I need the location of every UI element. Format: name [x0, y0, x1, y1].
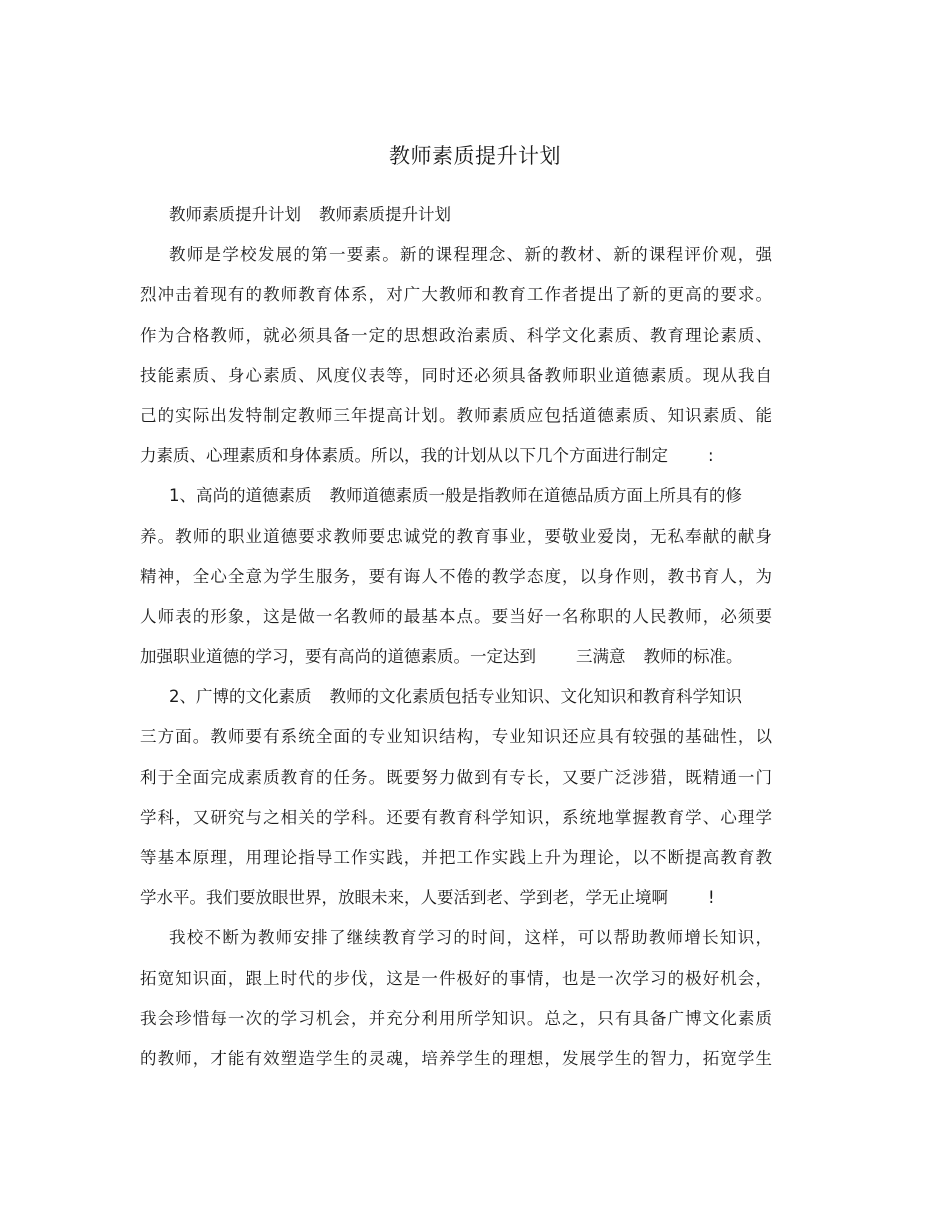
subtitle-part-2: 教师素质提升计划: [319, 205, 451, 224]
paragraph-line: 我会珍惜每一次的学习机会，并充分利用所学知识。总之，只有具备广博文化素质: [140, 1008, 772, 1028]
paragraph-line: 己的实际出发特制定教师三年提高计划。教师素质应包括道德素质、知识素质、能: [140, 405, 772, 425]
paragraph-line: 养。教师的职业道德要求教师要忠诚党的教育事业，要敬业爱岗，无私奉献的献身: [140, 526, 772, 546]
paragraph-line: [140, 878, 772, 918]
paragraph-line: 拓宽知识面，跟上时代的步伐，这是一件极好的事情，也是一次学习的极好机会，: [140, 968, 772, 988]
paragraph-line: 精神，全心全意为学生服务，要有诲人不倦的教学态度，以身作则，教书育人，为: [140, 566, 772, 586]
paragraph-text: 加强职业道德的学习，要有高尚的道德素质。一定达到: [140, 647, 536, 667]
section-heading-line: [140, 677, 772, 717]
paragraph-line: 作为合格教师，就必须具备一定的思想政治素质、科学文化素质、教育理论素质、: [140, 325, 772, 345]
paragraph-line: 三方面。教师要有系统全面的专业知识结构，专业知识还应具有较强的基础性，以: [140, 727, 772, 747]
section-2-heading: 2、广博的文化素质: [169, 687, 312, 707]
paragraph-exclamation: !: [708, 888, 715, 908]
section-1-heading: 1、高尚的道德素质: [169, 486, 312, 506]
paragraph-line: [140, 436, 772, 476]
paragraph-line: [140, 637, 772, 677]
paragraph-quote: 三满意: [576, 647, 626, 667]
paragraph-line: 我校不断为教师安排了继续教育学习的时间，这样，可以帮助教师增长知识，: [169, 928, 772, 948]
section-heading-line: [140, 476, 772, 516]
section-2-text: 教师的文化素质包括专业知识、文化知识和教育科学知识: [329, 687, 742, 707]
paragraph-line: 学科，又研究与之相关的学科。还要有教育科学知识，系统地掌握教育学、心理学: [140, 807, 772, 827]
document-title: 教师素质提升计划: [389, 144, 561, 168]
paragraph-line: 等基本原理，用理论指导工作实践，并把工作实践上升为理论，以不断提高教育教: [140, 848, 772, 867]
section-1-text: 教师道德素质一般是指教师在道德品质方面上所具有的修: [329, 486, 742, 506]
paragraph-line: 技能素质、身心素质、风度仪表等，同时还必须具备教师职业道德素质。现从我自: [140, 365, 772, 385]
paragraph-text: 教师的标准。: [643, 647, 743, 667]
paragraph-text: 力素质、心理素质和身体素质。所以，我的计划从以下几个方面进行制定: [140, 446, 668, 466]
document-body: [140, 195, 772, 1079]
paragraph-line: 人师表的形象，这是做一名教师的最基本点。要当好一名称职的人民教师，必须要: [140, 606, 772, 626]
subtitle-line: [140, 195, 772, 235]
paragraph-line: 烈冲击着现有的教师教育体系，对广大教师和教育工作者提出了新的更高的要求。: [140, 285, 772, 305]
subtitle-part-1: 教师素质提升计划: [169, 205, 301, 224]
paragraph-line: 利于全面完成素质教育的任务。既要努力做到有专长，又要广泛涉猎，既精通一门: [140, 767, 772, 787]
paragraph-line: 的教师，才能有效塑造学生的灵魂，培养学生的理想，发展学生的智力，拓宽学生: [140, 1048, 772, 1068]
paragraph-text: 学水平。我们要放眼世界，放眼未来，人要活到老、学到老，学无止境啊: [140, 888, 668, 908]
paragraph-line: 教师是学校发展的第一要素。新的课程理念、新的教材、新的课程评价观，强: [169, 245, 772, 265]
paragraph-colon: :: [708, 446, 714, 466]
